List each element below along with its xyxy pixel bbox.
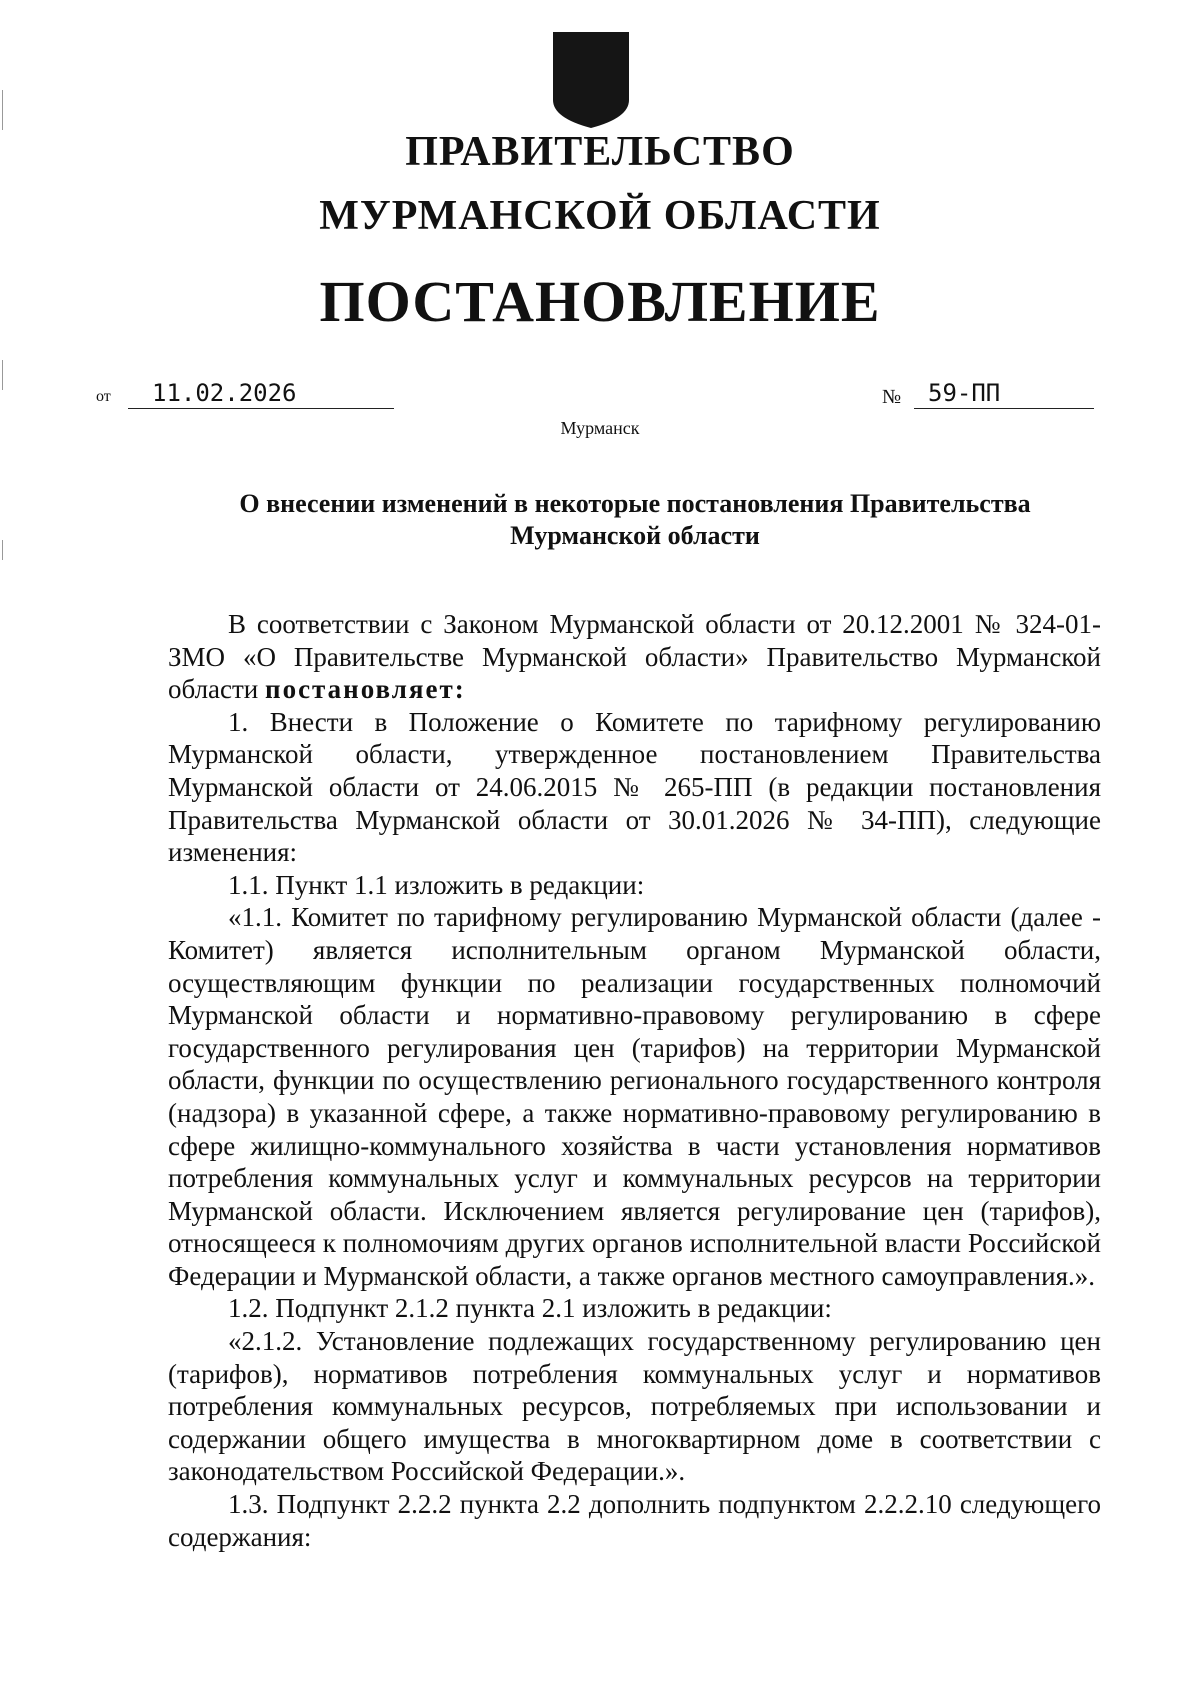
document-date: 11.02.2026: [128, 378, 394, 409]
coat-of-arms-icon: [551, 30, 631, 130]
date-number-row: [96, 378, 1096, 412]
clause-1-3: 1.3. Подпункт 2.2.2 пункта 2.2 дополнить подпунктом 2.2.2.10 следующего содержания:: [168, 1489, 1101, 1552]
document-number: 59-ПП: [914, 378, 1094, 409]
document-title: О внесении изменений в некоторые постановления Правительства Мурманской области: [239, 489, 1031, 550]
date-label: от: [96, 388, 111, 405]
resolves-word: постановляет:: [265, 674, 466, 705]
scan-margin-mark: [2, 540, 3, 560]
city-name: Мурманск: [560, 418, 640, 438]
clause-1-1-text: «1.1. Комитет по тарифному регулированию Мурманской области (далее - Комитет) является исполнительным органом Мурманской области, осуществляющим функции по реализации государственных полномочий Мурманской области и нормативно-правовому регулированию в сфере государственного регулирования цен (тарифов) на территории Мурманской области, функции по осуществлению регионального государственного контроля (надзора) в указанной сфере, а также нормативно-правовому регулированию в сфере жилищно-коммунального хозяйства в части установления нормативов потребления коммунальных услуг и коммунальных ресурсов на территории Мурманской области. Исключением является регулирование цен (тарифов), относящееся к полномочиям других органов исполнительной власти Российской Федерации и Мурманской области, а также органов местного самоуправления.».: [168, 902, 1101, 1291]
clause-1-1: 1.1. Пункт 1.1 изложить в редакции:: [228, 869, 645, 900]
clause-1-2: 1.2. Подпункт 2.1.2 пункта 2.1 изложить в редакции:: [228, 1293, 832, 1324]
government-title-line2: МУРМАНСКОЙ ОБЛАСТИ: [319, 193, 881, 239]
number-label: №: [882, 386, 902, 408]
intro-text: В соответствии с Законом Мурманской области от 20.12.2001 № 324-01-ЗМО «О Правительстве Мурманской области» Правительство Мурманской области: [168, 609, 1101, 705]
clause-1: 1. Внести в Положение о Комитете по тарифному регулированию Мурманской области, утвержденное постановлением Правительства Мурманской области от 24.06.2015 № 265-ПП (в редакции постановления Правительства Мурманской области от 30.01.2026 № 34-ПП), следующие изменения:: [168, 706, 1101, 868]
clause-1-2-text: «2.1.2. Установление подлежащих государственному регулированию цен (тарифов), нормативов потребления коммунальных услуг и нормативов потребления коммунальных ресурсов, потребляемых при использовании и содержании общего имущества в многоквартирном доме в соответствии с законодательством Российской Федерации.».: [168, 1326, 1101, 1487]
document-body: [168, 608, 1101, 1553]
scan-margin-mark: [2, 360, 3, 390]
government-title-line1: ПРАВИТЕЛЬСТВО: [405, 129, 795, 175]
intro-paragraph: [168, 608, 1101, 706]
scan-margin-mark: [2, 90, 3, 130]
document-type-heading: ПОСТАНОВЛЕНИЕ: [319, 269, 881, 334]
